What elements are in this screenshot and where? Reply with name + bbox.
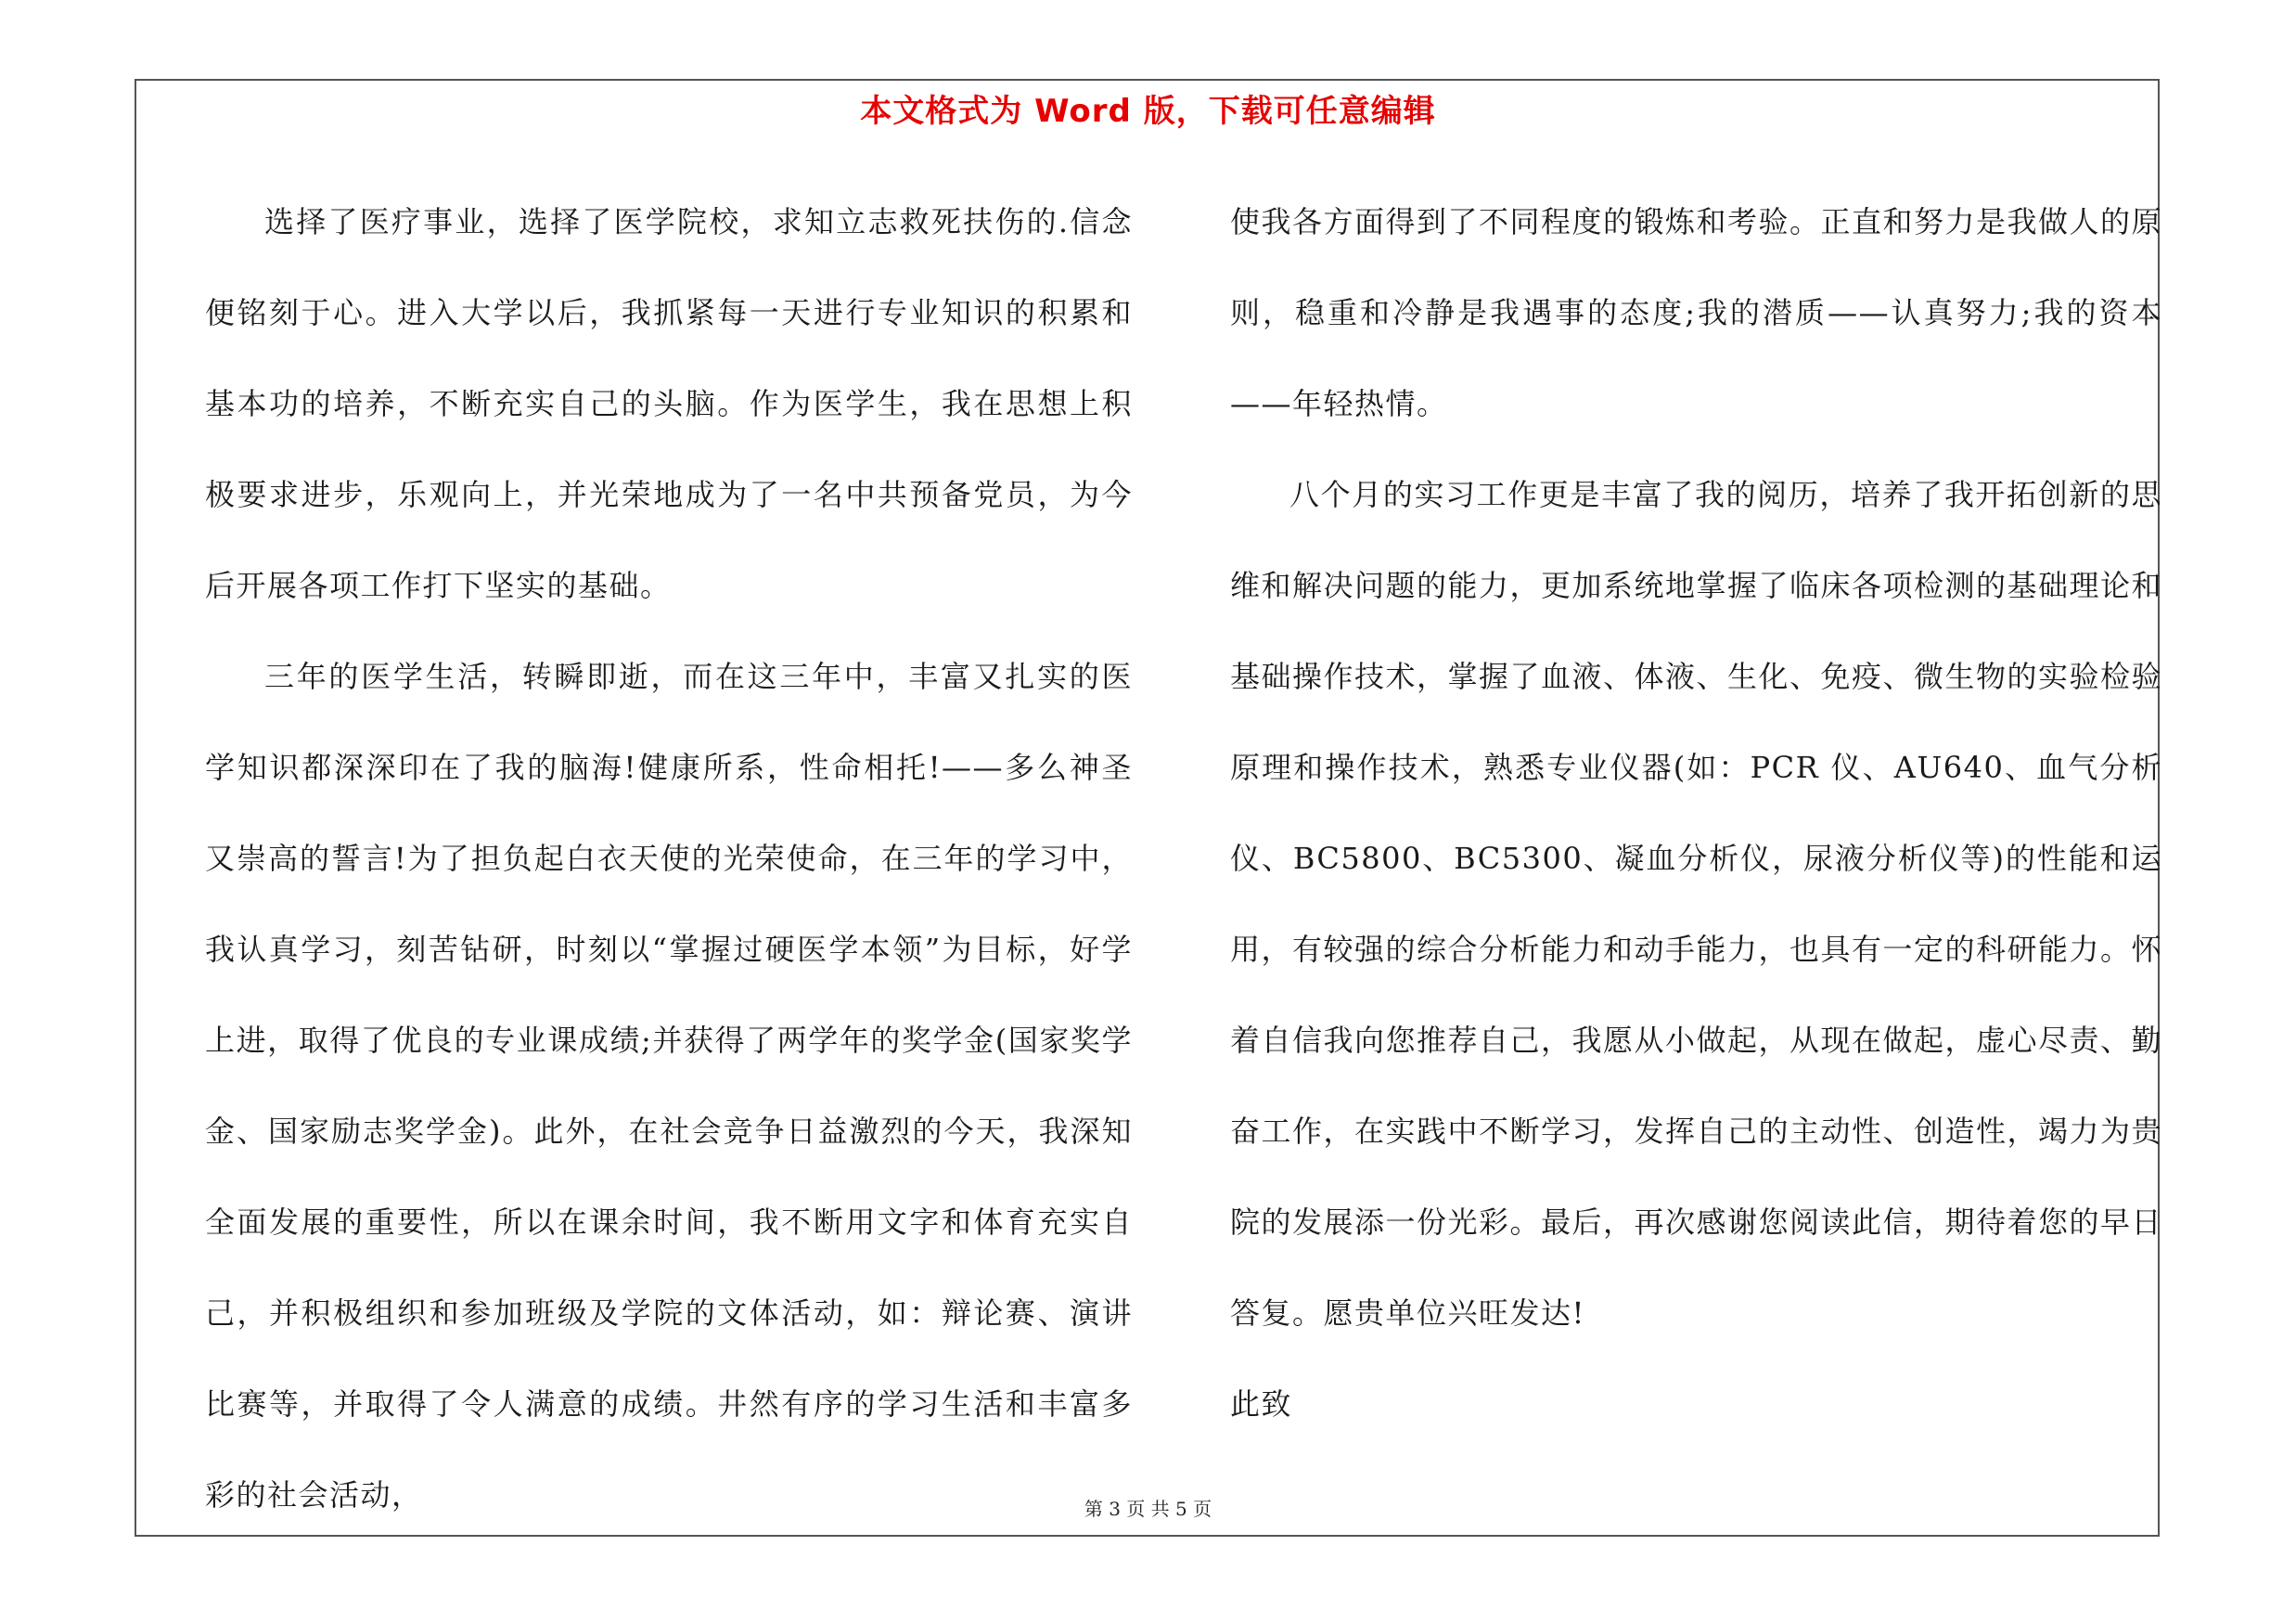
paragraph-continuation: 使我各方面得到了不同程度的锻炼和考验。正直和努力是我做人的原则，稳重和冷静是我遇事的态度;我的潜质——认真努力;我的资本——年轻热情。 <box>1230 204 2163 421</box>
word-format-banner: 本文格式为 Word 版，下载可任意编辑 <box>860 93 1436 130</box>
right-text-column <box>1230 176 2162 1449</box>
left-text-column <box>205 176 1133 1540</box>
page-number-footer: 第 3 页 共 5 页 <box>1084 1498 1212 1520</box>
paragraph: 选择了医疗事业，选择了医学院校，求知立志救死扶伤的.信念便铭刻于心。进入大学以后，我抓紧每一天进行专业知识的积累和基本功的培养，不断充实自己的头脑。作为医学生，我在思想上积极要求进步，乐观向上，并光荣地成为了一名中共预备党员，为今后开展各项工作打下坚实的基础。 <box>205 204 1133 603</box>
closing-salutation: 此致 <box>1230 1386 1293 1422</box>
paragraph: 三年的医学生活，转瞬即逝，而在这三年中，丰富又扎实的医学知识都深深印在了我的脑海!健康所系，性命相托!——多么神圣又崇高的誓言!为了担负起白衣天使的光荣使命，在三年的学习中，我认真学习，刻苦钻研，时刻以“掌握过硬医学本领”为目标，好学上进，取得了优良的专业课成绩;并获得了两学年的奖学金(国家奖学金、国家励志奖学金)。此外，在社会竞争日益激烈的今天，我深知全面发展的重要性，所以在课余时间，我不断用文字和体育充实自己，并积极组织和参加班级及学院的文体活动，如：辩论赛、演讲比赛等，并取得了令人满意的成绩。井然有序的学习生活和丰富多彩的社会活动， <box>205 659 1133 1513</box>
paragraph: 八个月的实习工作更是丰富了我的阅历，培养了我开拓创新的思维和解决问题的能力，更加系统地掌握了临床各项检测的基础理论和基础操作技术，掌握了血液、体液、生化、免疫、微生物的实验检验原理和操作技术，熟悉专业仪器(如：PCR 仪、AU640、血气分析仪、BC5800、BC5300、凝血分析仪，尿液分析仪等)的性能和运用，有较强的综合分析能力和动手能力，也具有一定的科研能力。怀着自信我向您推荐自己，我愿从小做起，从现在做起，虚心尽责、勤奋工作，在实践中不断学习，发挥自己的主动性、创造性，竭力为贵院的发展添一份光彩。最后，再次感谢您阅读此信，期待着您的早日答复。愿贵单位兴旺发达! <box>1230 477 2163 1331</box>
